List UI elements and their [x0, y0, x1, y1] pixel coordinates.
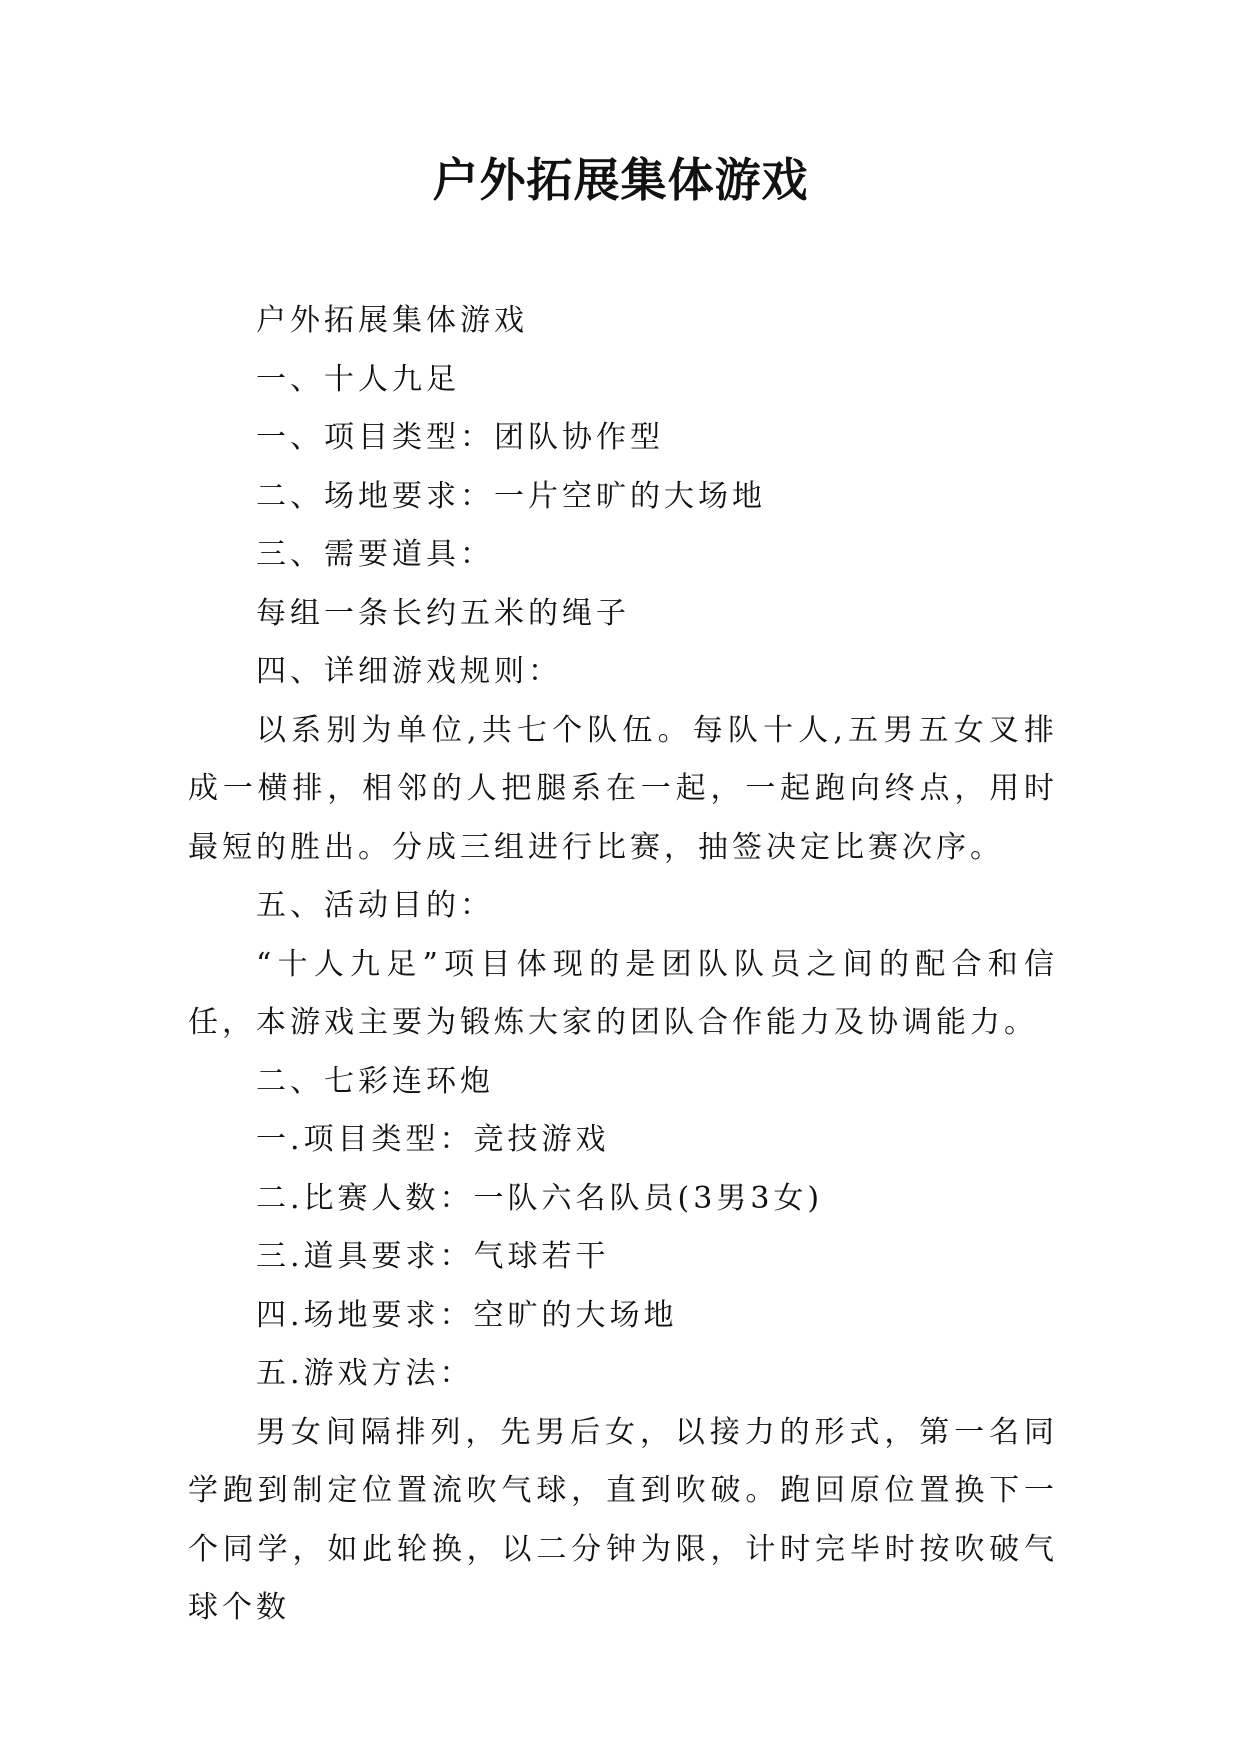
paragraph: 四.场地要求：空旷的大场地 [256, 1297, 678, 1333]
paragraph: 男女间隔排列，先男后女，以接力的形式，第一名同学跑到制定位置流吹气球，直到吹破。跑回原位置换下一个同学，如此轮换，以二分钟为限，计时完毕时按吹破气球个数 [188, 1414, 1058, 1625]
paragraph: 每组一条长约五米的绳子 [256, 595, 630, 631]
document-body [188, 292, 1058, 1638]
paragraph: 二、场地要求：一片空旷的大场地 [256, 478, 766, 514]
paragraph: 二、七彩连环炮 [256, 1063, 494, 1099]
paragraph: 二.比赛人数：一队六名队员(3男3女) [256, 1180, 824, 1216]
paragraph: 以系别为单位,共七个队伍。每队十人,五男五女叉排成一横排，相邻的人把腿系在一起，一起跑向终点，用时最短的胜出。分成三组进行比赛，抽签决定比赛次序。 [188, 712, 1058, 865]
paragraph: 五.游戏方法： [256, 1356, 474, 1391]
paragraph: 一.项目类型：竞技游戏 [256, 1122, 610, 1157]
paragraph: 四、详细游戏规则： [256, 654, 562, 689]
paragraph: 户外拓展集体游戏 [256, 303, 528, 338]
document-title: 户外拓展集体游戏 [432, 153, 809, 207]
paragraph: “十人九足”项目体现的是团队队员之间的配合和信任，本游戏主要为锻炼大家的团队合作能力及协调能力。 [188, 946, 1058, 1040]
paragraph: 三.道具要求：气球若干 [256, 1239, 610, 1274]
paragraph: 五、活动目的： [256, 888, 494, 923]
paragraph: 一、十人九足 [256, 361, 460, 397]
paragraph: 三、需要道具： [256, 537, 494, 572]
paragraph: 一、项目类型：团队协作型 [256, 420, 664, 455]
